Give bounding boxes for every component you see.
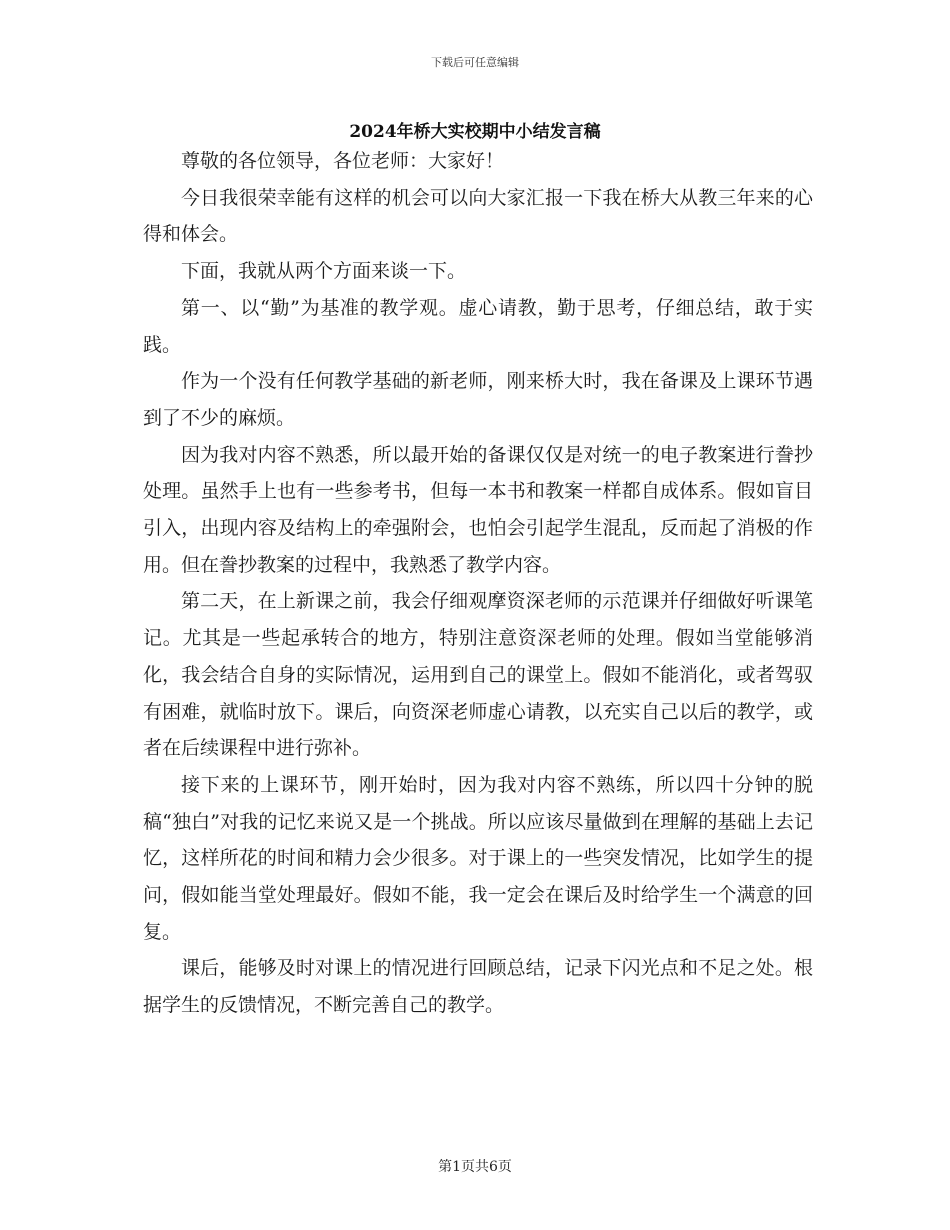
paragraph-lesson-prep: 因为我对内容不熟悉，所以最开始的备课仅仅是对统一的电子教案进行誊抄处理。虽然手上也有一些参考书，但每一本书和教案一样都自成体系。假如盲目引入，出现内容及结构上的牵强附会，也怕会引起学生混乱，反而起了消极的作用。但在誊抄教案的过程中，我熟悉了教学内容。 [143,443,813,576]
page-header-note: 下载后可任意编辑 [431,56,519,69]
paragraph-outline: 下面，我就从两个方面来谈一下。 [181,260,467,283]
paragraph-classroom: 接下来的上课环节，刚开始时，因为我对内容不熟练，所以四十分钟的脱稿“独白”对我的记忆来说又是一个挑战。所以应该尽量做到在理解的基础上去记忆，这样所花的时间和精力会少很多。对于课上的一些突发情况，比如学生的提问，假如能当堂处理最好。假如不能，我一定会在课后及时给学生一个满意的回复。 [143,773,813,943]
paragraph-intro: 今日我很荣幸能有这样的机会可以向大家汇报一下我在桥大从教三年来的心得和体会。 [143,186,813,246]
paragraph-review: 课后，能够及时对课上的情况进行回顾总结，记录下闪光点和不足之处。根据学生的反馈情况，不断完善自己的教学。 [143,957,813,1017]
paragraph-greeting: 尊敬的各位领导，各位老师：大家好！ [181,150,505,172]
paragraph-observation: 第二天，在上新课之前，我会仔细观摩资深老师的示范课并仔细做好听课笔记。尤其是一些起承转合的地方，特别注意资深老师的处理。假如当堂能够消化，我会结合自身的实际情况，运用到自己的课堂上。假如不能消化，或者驾驭有困难，就临时放下。课后，向资深老师虚心请教，以充实自己以后的教学，或者在后续课程中进行弥补。 [143,590,813,760]
document-title: 2024年桥大实校期中小结发言稿 [349,122,601,142]
document-body [143,143,813,1024]
paragraph-point-one: 第一、以“勤”为基准的教学观。虚心请教，勤于思考，仔细总结，敢于实践。 [143,296,813,356]
paragraph-new-teacher: 作为一个没有任何教学基础的新老师，刚来桥大时，我在备课及上课环节遇到了不少的麻烦。 [143,370,813,429]
page-footer-number: 第1页共6页 [438,1159,512,1175]
